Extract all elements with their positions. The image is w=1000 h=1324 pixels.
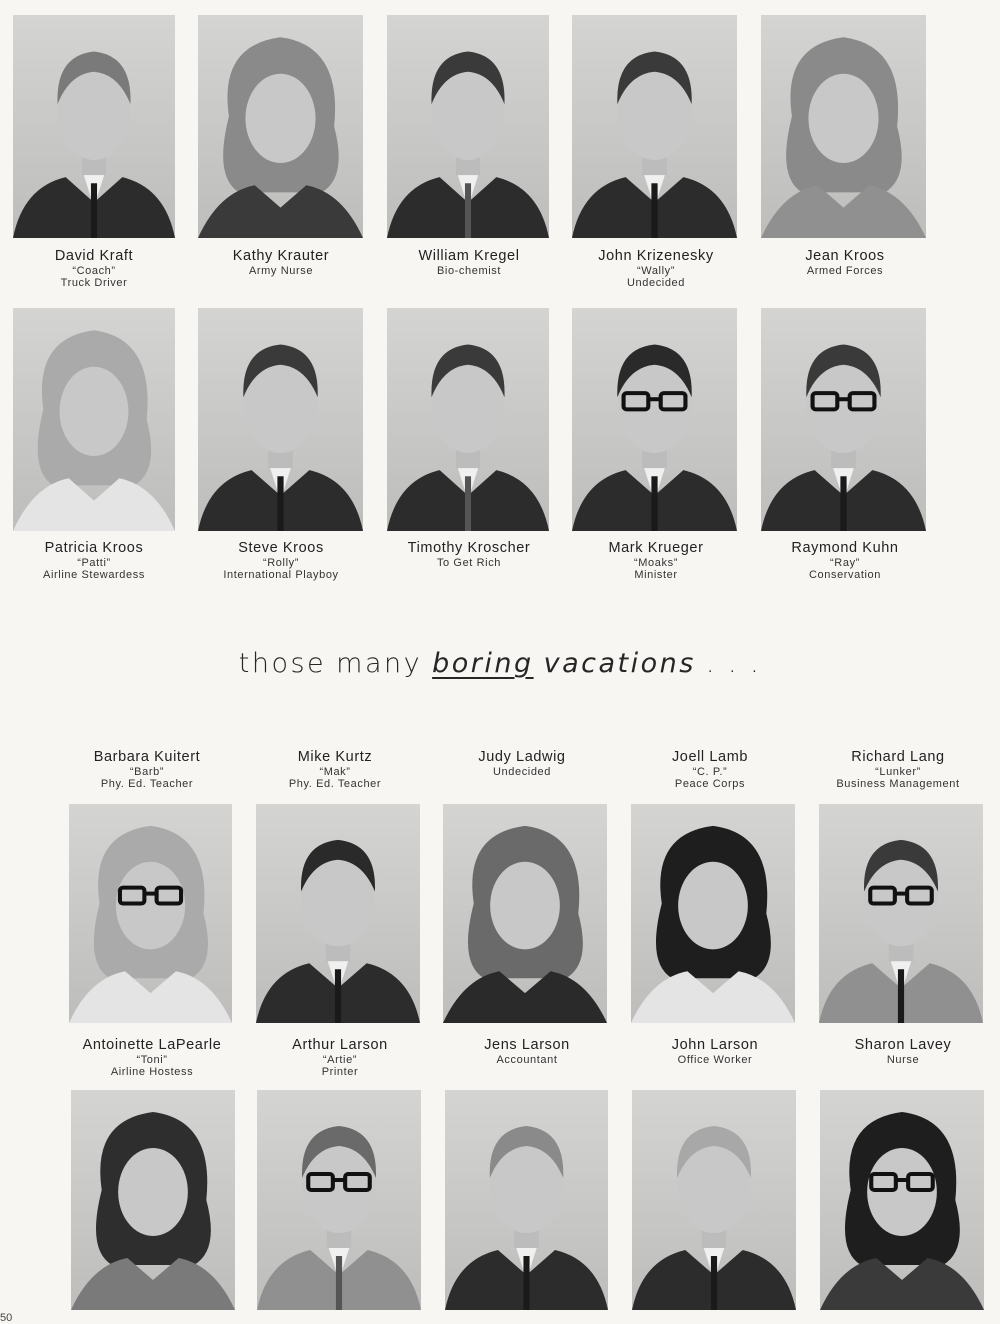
portrait-photo [761,308,926,531]
student-goal: Armed Forces [806,264,884,277]
student-caption [52,749,242,791]
student-goal: Undecided [493,765,551,778]
student-goal: Office Worker [677,1053,753,1066]
student-goal: Phy. Ed. Teacher [288,778,382,791]
student-nickname: “Wally” [636,264,675,277]
student-caption [240,749,430,791]
student-goal: Peace Corps [674,778,746,791]
student-name: Barbara Kuitert [93,749,201,765]
student-caption [186,248,376,277]
student-name: Mike Kurtz [297,749,373,765]
student-goal: Printer [321,1066,359,1079]
portrait-photo [69,804,232,1023]
portrait-photo [71,1090,235,1310]
student-caption [620,1037,810,1066]
student-name: Judy Ladwig [478,749,566,765]
student-name: Kathy Krauter [232,248,330,264]
portrait-photo [257,1090,421,1310]
student-nickname: “Toni” [136,1053,168,1066]
portrait-photo [572,15,737,238]
portrait-photo [198,15,363,238]
student-goal: Truck Driver [60,277,128,290]
student-caption [0,248,189,290]
student-name: Antoinette LaPearle [82,1037,222,1053]
student-goal: Nurse [886,1053,920,1066]
student-goal: Phy. Ed. Teacher [100,778,194,791]
student-caption [615,749,805,791]
student-name: Mark Krueger [608,540,704,556]
student-nickname: “Ray” [830,556,860,569]
student-nickname: “Coach” [72,264,116,277]
student-caption [374,248,564,277]
student-name: Patricia Kroos [44,540,144,556]
portrait-photo [819,804,983,1023]
student-name: David Kraft [54,248,134,264]
student-caption [432,1037,622,1066]
student-nickname: “C. P.” [692,765,728,778]
student-name: Arthur Larson [292,1037,388,1053]
student-caption [561,540,751,582]
student-goal: Business Management [836,778,960,791]
heading-word: those [238,648,327,679]
portrait-photo [445,1090,608,1310]
student-goal: Undecided [627,277,685,290]
portrait-photo [387,15,549,238]
student-name: John Krizenesky [598,248,714,264]
heading-word: boring [432,648,534,679]
student-name: William Kregel [418,248,520,264]
page-number: 50 [0,1312,13,1324]
portrait-photo [13,15,175,238]
student-goal: Airline Stewardess [43,569,145,582]
student-nickname: “Mak” [319,765,351,778]
student-caption [808,1037,998,1066]
portrait-photo [632,1090,796,1310]
student-goal: Accountant [496,1053,558,1066]
student-goal: Army Nurse [248,264,314,277]
portrait-photo [13,308,175,531]
student-name: Jean Kroos [805,248,885,264]
student-caption [561,248,751,290]
student-goal: Minister [634,569,678,582]
student-goal: To Get Rich [436,556,502,569]
student-nickname: “Artie” [322,1053,358,1066]
student-name: Timothy Kroscher [407,540,531,556]
portrait-photo [198,308,363,531]
student-caption [186,540,376,582]
student-caption [750,248,940,277]
portrait-photo [572,308,737,531]
student-nickname: “Moaks” [634,556,678,569]
heading-ellipsis: . . . [705,648,762,679]
student-name: Raymond Kuhn [791,540,899,556]
student-caption [245,1037,435,1079]
portrait-photo [761,15,926,238]
student-goal: Airline Hostess [110,1066,194,1079]
student-caption [57,1037,247,1079]
portrait-photo [631,804,795,1023]
student-name: Steve Kroos [238,540,324,556]
student-nickname: “Barb” [129,765,165,778]
student-name: John Larson [671,1037,759,1053]
student-name: Joell Lamb [671,749,749,765]
student-goal: Conservation [808,569,881,582]
student-caption [427,749,617,778]
student-name: Jens Larson [484,1037,570,1053]
student-caption [750,540,940,582]
student-goal: International Playboy [223,569,339,582]
student-caption [374,540,564,569]
student-caption [0,540,189,582]
student-nickname: “Rolly” [263,556,299,569]
student-nickname: “Lunker” [875,765,921,778]
heading-word: many [336,648,423,679]
student-caption [803,749,993,791]
portrait-photo [443,804,607,1023]
student-name: Richard Lang [851,749,945,765]
portrait-photo [387,308,549,531]
student-nickname: “Patti” [77,556,111,569]
portrait-photo [820,1090,984,1310]
student-goal: Bio-chemist [436,264,502,277]
portrait-photo [256,804,420,1023]
heading-word: vacations [543,648,696,679]
section-heading [0,648,1000,679]
student-name: Sharon Lavey [854,1037,952,1053]
